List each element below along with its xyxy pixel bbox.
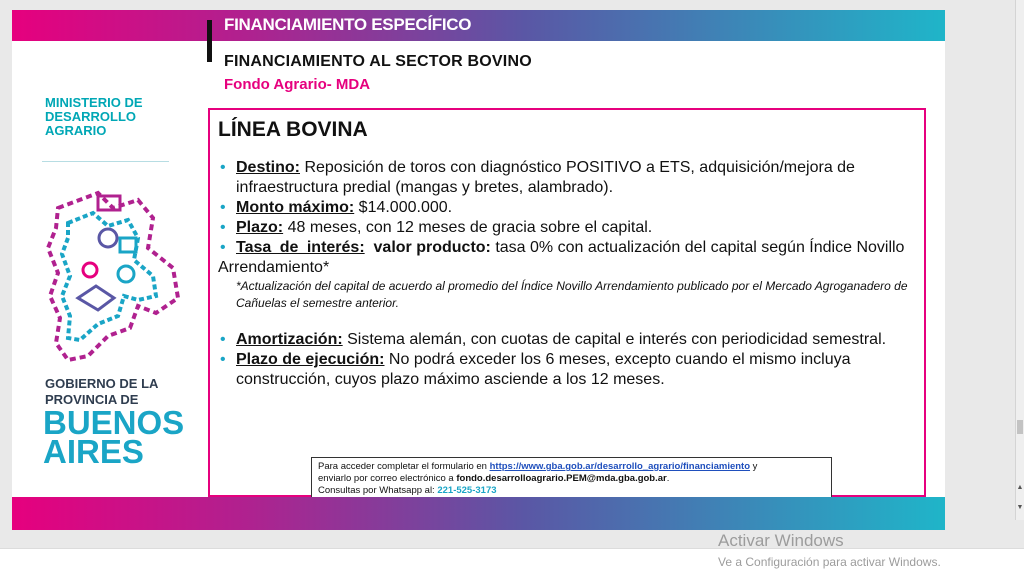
bullet-dot-icon: • [220,159,226,176]
scroll-up-arrow-icon[interactable]: ▲ [1016,484,1024,491]
footer-band [12,497,945,530]
info-line-2 [318,473,825,485]
whatsapp-number: 221-525-3173 [437,485,497,496]
spacer [220,312,920,330]
info-line-1-suffix: y [750,461,758,472]
list-item [220,350,920,390]
destino-text: Reposición de toros con diagnóstico POSITIVO a ETS, adquisición/mejora de infraestructura predial (mangas y bretes, alambrado). [236,159,855,196]
list-item [220,238,920,258]
tasa-label: Tasa de interés: [236,239,365,256]
tasa-bold: valor producto: [373,239,491,256]
province-map-emblem-icon [38,178,186,368]
footnote: *Actualización del capital de acuerdo al promedio del Índice Novillo Arrendamiento publicado por el Mercado Agroganadero de Cañuelas el semestre anterior. [236,279,908,310]
amortizacion-label: Amortización: [236,331,343,348]
info-line-2-suffix: . [666,473,670,484]
activation-watermark-title: Activar Windows [718,531,844,550]
buenos-aires-text: BUENOS AIRES [43,404,185,470]
tasa-text: tasa 0% con actualización del capital según Índice Novillo [490,239,905,256]
bullet-dot-icon: • [220,331,226,348]
gobierno-text: GOBIERNO DE LA PROVINCIA DE [45,376,158,407]
amortizacion-text: Sistema alemán, con cuotas de capital e interés con periodicidad semestral. [342,331,887,348]
plazo-text: 48 meses, con 12 meses de gracia sobre el capital. [283,219,653,236]
page-title: FINANCIAMIENTO AL SECTOR BOVINO [224,53,532,70]
ministry-divider [42,161,169,162]
info-line-1 [318,461,825,473]
header-band [12,10,945,41]
monto-label: Monto máximo: [236,199,355,216]
section-heading: LÍNEA BOVINA [218,118,368,141]
band-title: FINANCIAMIENTO ESPECÍFICO [224,15,472,34]
bullet-dot-icon: • [220,219,226,236]
content-box [208,108,926,497]
title-accent-bar [207,20,212,62]
list-item [220,218,920,238]
info-line-3 [318,485,825,497]
info-line-1-prefix: Para acceder completar el formulario en [318,461,490,472]
scrollbar-thumb[interactable] [1017,420,1023,434]
monto-text: $14.000.000. [354,199,453,216]
bullet-dot-icon: • [220,351,226,368]
ejecucion-label: Plazo de ejecución: [236,351,385,368]
tasa-continuation: Arrendamiento* [218,259,330,276]
list-item [220,330,920,350]
contact-info-box [311,457,832,498]
info-line-3-prefix: Consultas por Whatsapp al: [318,485,438,496]
list-item [220,158,920,198]
slide [12,10,945,530]
form-link[interactable]: https://www.gba.gob.ar/desarrollo_agrario/financiamiento [489,461,751,472]
info-line-2-prefix: enviarlo por correo electrónico a [318,473,457,484]
page-subtitle: Fondo Agrario- MDA [224,76,371,93]
email-address: fondo.desarrolloagrario.PEM@mda.gba.gob.ar [456,473,667,484]
scroll-down-arrow-icon[interactable]: ▼ [1016,504,1024,511]
destino-label: Destino: [236,159,300,176]
ejecucion-text: No podrá exceder los 6 meses, excepto cuando el mismo incluya construcción, cuyos plazo máximo asciende a los 12 meses. [236,351,851,388]
ministry-label: MINISTERIO DE DESARROLLO AGRARIO [45,95,143,138]
buenos-aires-label [43,404,185,470]
bullet-dot-icon: • [220,239,226,256]
bullet-dot-icon: • [220,199,226,216]
vertical-scrollbar[interactable] [1015,0,1024,520]
list-item [220,198,920,218]
activation-watermark-subtitle: Ve a Configuración para activar Windows. [718,555,941,569]
bullet-list [220,158,920,390]
plazo-label: Plazo: [236,219,284,236]
